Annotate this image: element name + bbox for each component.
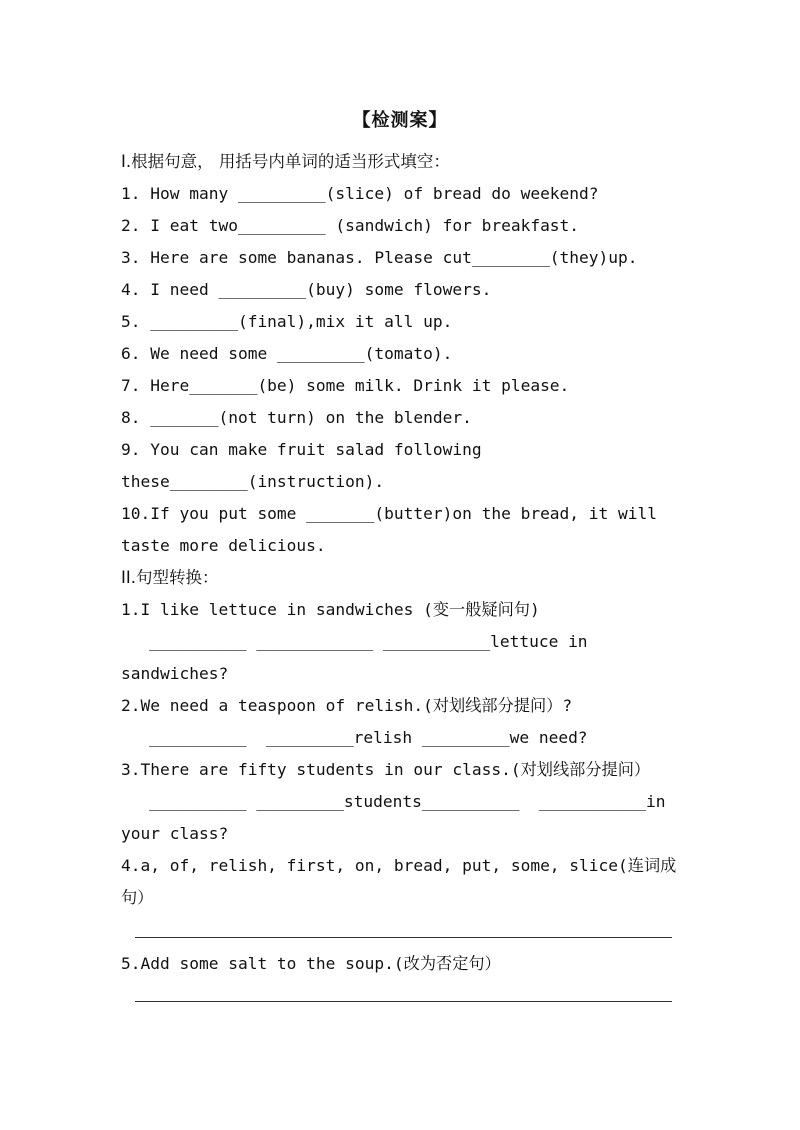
transform-3-continued: your class? (121, 824, 229, 843)
question-4: 4. I need _________(buy) some flowers. (121, 280, 492, 299)
question-7: 7. Here_______(be) some milk. Drink it please. (121, 376, 570, 395)
answer-line-5[interactable] (135, 1001, 672, 1002)
answer-line-4[interactable] (135, 937, 672, 938)
question-1: 1. How many _________(slice) of bread do weekend? (121, 184, 599, 203)
transform-2-answer: __________ _________relish _________we need? (149, 728, 588, 747)
question-10-continued: taste more delicious. (121, 536, 326, 555)
section-1-heading: I.根据句意， 用括号内单词的适当形式填空： (121, 152, 450, 171)
section-2-heading: II.句型转换： (121, 568, 219, 587)
question-2: 2. I eat two_________ (sandwich) for breakfast. (121, 216, 580, 235)
transform-2-prompt: 2.We need a teaspoon of relish.(对划线部分提问）? (121, 696, 573, 715)
transform-1-prompt: 1.I like lettuce in sandwiches (变一般疑问句) (121, 600, 540, 619)
transform-4-prompt: 4.a, of, relish, first, on, bread, put, some, slice(连词成 (121, 856, 677, 875)
question-9-continued: these________(instruction). (121, 472, 385, 491)
question-6: 6. We need some _________(tomato). (121, 344, 453, 363)
transform-1-continued: sandwiches? (121, 664, 229, 683)
question-9: 9. You can make fruit salad following (121, 440, 482, 459)
question-8: 8. _______(not turn) on the blender. (121, 408, 472, 427)
question-10: 10.If you put some _______(butter)on the bread, it will (121, 504, 658, 523)
transform-5-prompt: 5.Add some salt to the soup.(改为否定句） (121, 954, 501, 973)
question-5: 5. _________(final),mix it all up. (121, 312, 453, 331)
page-title: 【检测案】 (352, 110, 448, 131)
transform-3-answer: __________ _________students__________ ___________in (149, 792, 666, 811)
transform-3-prompt: 3.There are fifty students in our class.(对划线部分提问） (121, 760, 651, 779)
transform-4-continued: 句） (121, 888, 154, 907)
question-3: 3. Here are some bananas. Please cut________(they)up. (121, 248, 638, 267)
transform-1-answer: __________ ____________ ___________lettuce in (149, 632, 588, 651)
